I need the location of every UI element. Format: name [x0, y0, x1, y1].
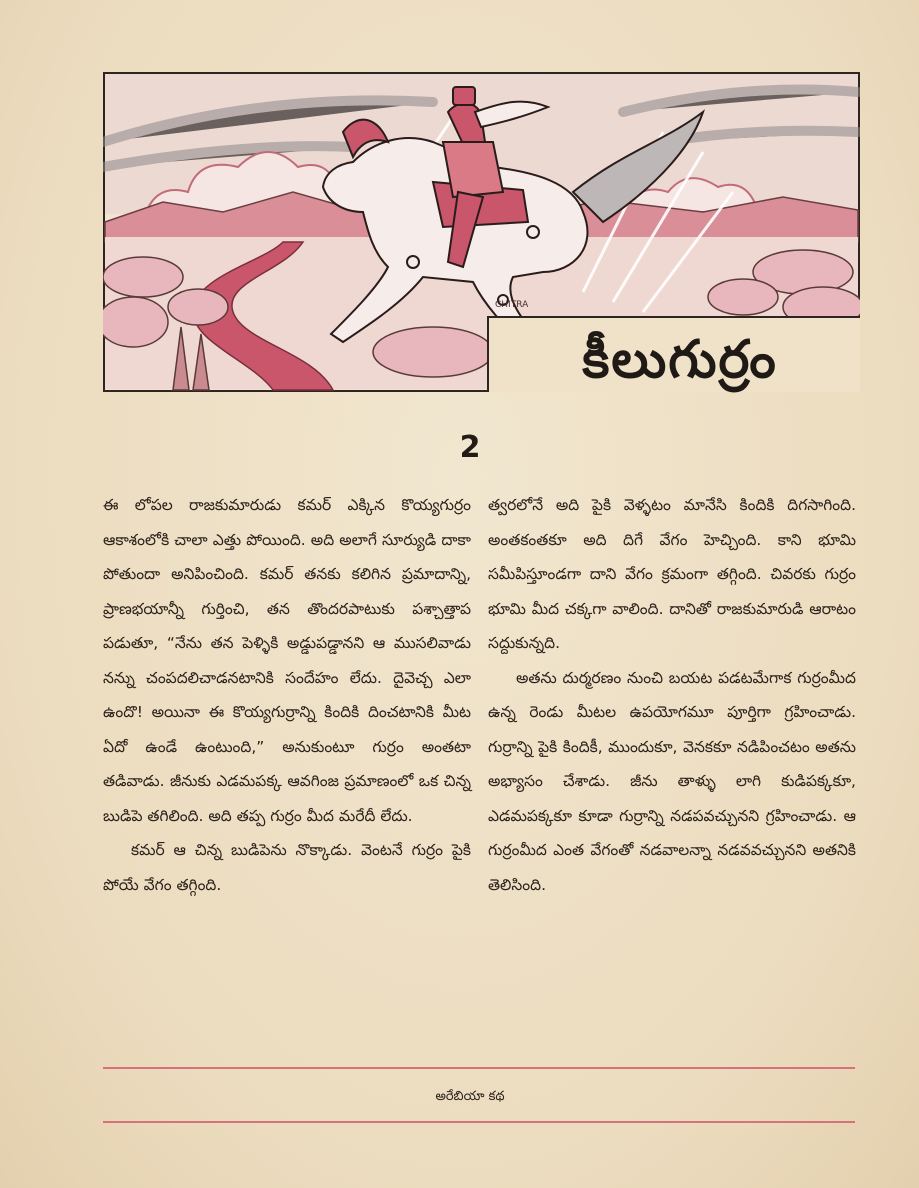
text-column-right: [488, 488, 856, 902]
paragraph: త్వరలోనే అది పైకి వెళ్ళటం మానేసి కిందికి దిగసాగింది. అంతకంతకూ అది దిగే వేగం హెచ్చింది. కాని భూమి సమీపిస్తూండగా దాని వేగం క్రమంగా తగ్గింది. చివరకు గుర్రం భూమి మీద చక్కగా వాలింది. దానితో రాజకుమారుడి ఆరాటం సద్దుకున్నది.: [488, 496, 856, 652]
story-title: కీలుగుర్రం: [582, 330, 778, 390]
footer-text: అరేబియా కథ: [435, 1089, 505, 1104]
footer-rule-top: [103, 1067, 855, 1069]
footer-rule-bottom: [103, 1121, 855, 1123]
artist-signature: CHITRA: [495, 300, 529, 310]
paragraph: అతను దుర్మరణం నుంచి బయట పడటమేగాక గుర్రంమీద ఉన్న రెండు మీటల ఉపయోగమూ పూర్తిగా గ్రహించాడు. గుర్రాన్ని పైకి కిందికీ, ముందుకూ, వెనకకూ నడిపించటం అతను అభ్యాసం చేశాడు. జీను తాళ్ళు లాగి కుడిపక్కకూ, ఎడమపక్కకూ కూడా గుర్రాన్ని నడపవచ్చునని గ్రహించాడు. ఆ గుర్రంమీద ఎంత వేగంతో నడవాలన్నా నడవవచ్చునని అతనికి తెలిసింది.: [488, 668, 856, 894]
paragraph: ఈ లోపల రాజకుమారుడు కమర్ ఎక్కిన కొయ్యగుర్రం ఆకాశంలోకి చాలా ఎత్తు పోయింది. అది అలాగే సూర్యుడి దాకా పోతుందా అనిపించింది. కమర్ తనకు కలిగిన ప్రమాదాన్ని, ప్రాణభయాన్నీ గుర్తించి, తన తొందరపాటుకు పశ్చాత్తాప పడుతూ, “నేను తన పెళ్ళికి అడ్డుపడ్డానని ఆ ముసలివాడు నన్ను చంపదలిచాడనటానికి సందేహం లేదు. దైవెచ్చ ఎలా ఉందొ! అయినా ఈ కొయ్యగుర్రాన్ని కిందికి దించటానికి మీట ఏదో ఉండే ఉంటుంది,” అనుకుంటూ గుర్రం అంతటా తడివాడు. జీనుకు ఎడమపక్క ఆవగింజ ప్రమాణంలో ఒక చిన్న బుడిపె తగిలింది. అది తప్ప గుర్రం మీద మరేదీ లేదు.: [103, 496, 471, 825]
text-column-left: [103, 488, 471, 902]
chapter-number: 2: [459, 430, 481, 465]
paragraph: కమర్ ఆ చిన్న బుడిపెను నొక్కాడు. వెంటనే గుర్రం పైకి పోయే వేగం తగ్గింది.: [103, 841, 471, 894]
